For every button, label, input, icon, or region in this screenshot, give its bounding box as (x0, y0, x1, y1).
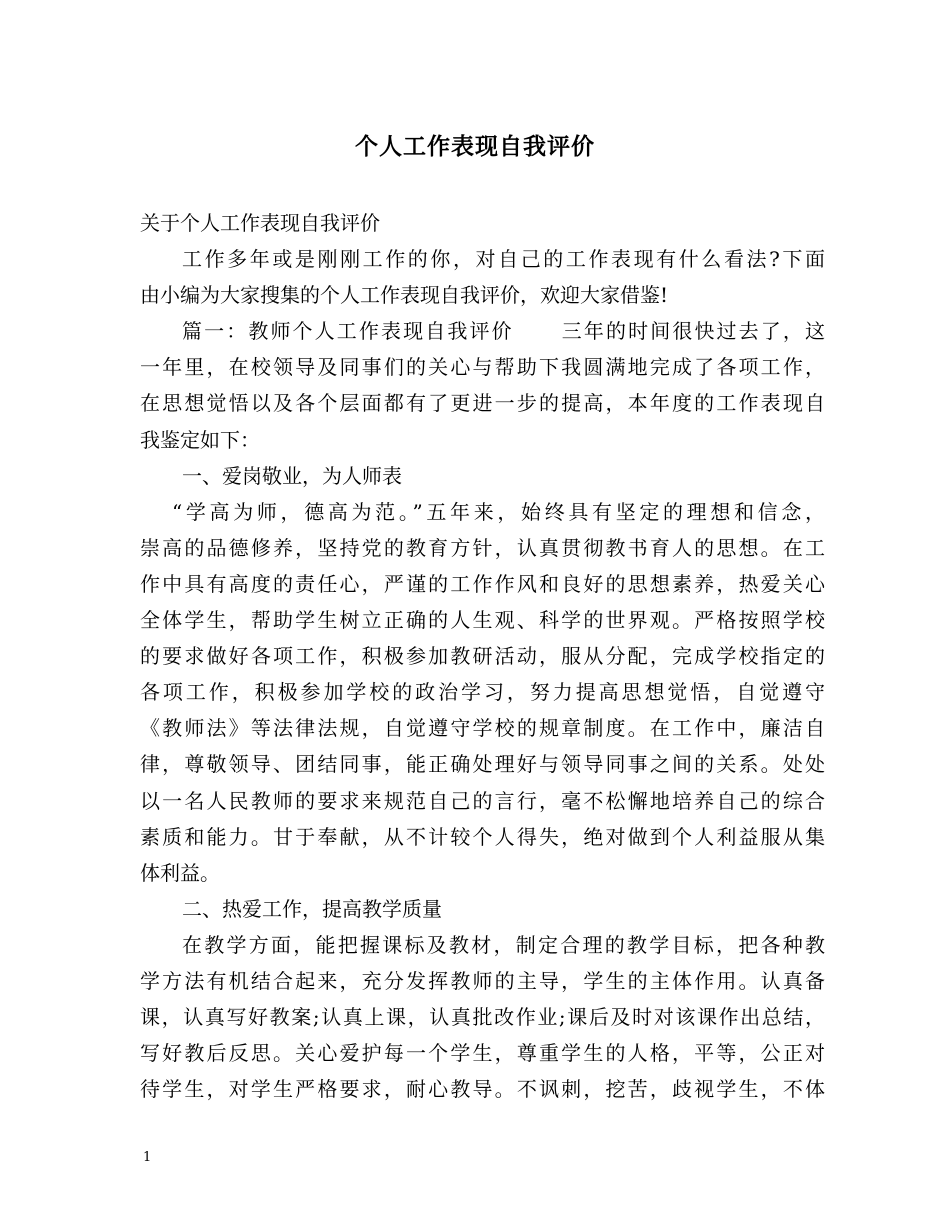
paragraph-line: 以一名人民教师的要求来规范自己的言行，毫不松懈地培养自己的综合 (140, 788, 825, 813)
paragraph-line: 在思想觉悟以及各个层面都有了更进一步的提高，本年度的工作表现自 (140, 391, 825, 416)
paragraph-line: 一年里，在校领导及同事们的关心与帮助下我圆满地完成了各项工作， (140, 355, 825, 380)
section-heading: 篇一：教师个人工作表现自我评价 (182, 319, 514, 344)
paragraph-line: 在教学方面，能把握课标及教材，制定合理的教学目标，把各种教 (182, 932, 825, 957)
paragraph-line: 各项工作，积极参加学校的政治学习，努力提高思想觉悟，自觉遵守 (140, 680, 825, 705)
paragraph-line: 崇高的品德修养，坚持党的教育方针，认真贯彻教书育人的思想。在工 (140, 535, 825, 560)
paragraph-line: 作中具有高度的责任心，严谨的工作作风和良好的思想素养，热爱关心 (140, 571, 825, 596)
paragraph-line: 素质和能力。甘于奉献，从不计较个人得失，绝对做到个人利益服从集 (140, 824, 825, 849)
paragraph-line: 课，认真写好教案;认真上课，认真批改作业;课后及时对该课作出总结， (140, 1005, 825, 1030)
intro-heading: 关于个人工作表现自我评价 (140, 211, 380, 235)
paragraph-line: 的要求做好各项工作，积极参加教研活动，服从分配，完成学校指定的 (140, 644, 825, 669)
section-heading: 二、热爱工作，提高教学质量 (182, 896, 442, 921)
document-title: 个人工作表现自我评价 (355, 133, 595, 160)
paragraph-line: 我鉴定如下： (140, 427, 260, 452)
document-body (140, 205, 825, 1107)
paragraph-line: 学方法有机结合起来，充分发挥教师的主导，学生的主体作用。认真备 (140, 968, 825, 993)
section-heading: 一、爱岗敬业，为人师表 (182, 463, 402, 488)
paragraph-line: 工作多年或是刚刚工作的你，对自己的工作表现有什么看法?下面 (182, 247, 825, 272)
paragraph-line: 律，尊敬领导、团结同事，能正确处理好与领导同事之间的关系。处处 (140, 752, 825, 777)
page-number: 1 (143, 1150, 152, 1165)
paragraph-line: “学高为师，德高为范。”五年来，始终具有坚定的理想和信念， (172, 499, 825, 524)
paragraph-line: 待学生，对学生严格要求，耐心教导。不讽刺，挖苦，歧视学生，不体 (140, 1077, 825, 1102)
paragraph-line: 全体学生，帮助学生树立正确的人生观、科学的世界观。严格按照学校 (140, 608, 825, 633)
paragraph-line: 体利益。 (140, 860, 220, 885)
paragraph-line: 《教师法》等法律法规，自觉遵守学校的规章制度。在工作中，廉洁自 (140, 716, 825, 741)
paragraph-line (140, 313, 825, 349)
paragraph-text: 三年的时间很快过去了，这 (559, 319, 826, 344)
paragraph-line: 由小编为大家搜集的个人工作表现自我评价，欢迎大家借鉴! (140, 283, 669, 308)
paragraph-line: 写好教后反思。关心爱护每一个学生，尊重学生的人格，平等，公正对 (140, 1041, 825, 1066)
